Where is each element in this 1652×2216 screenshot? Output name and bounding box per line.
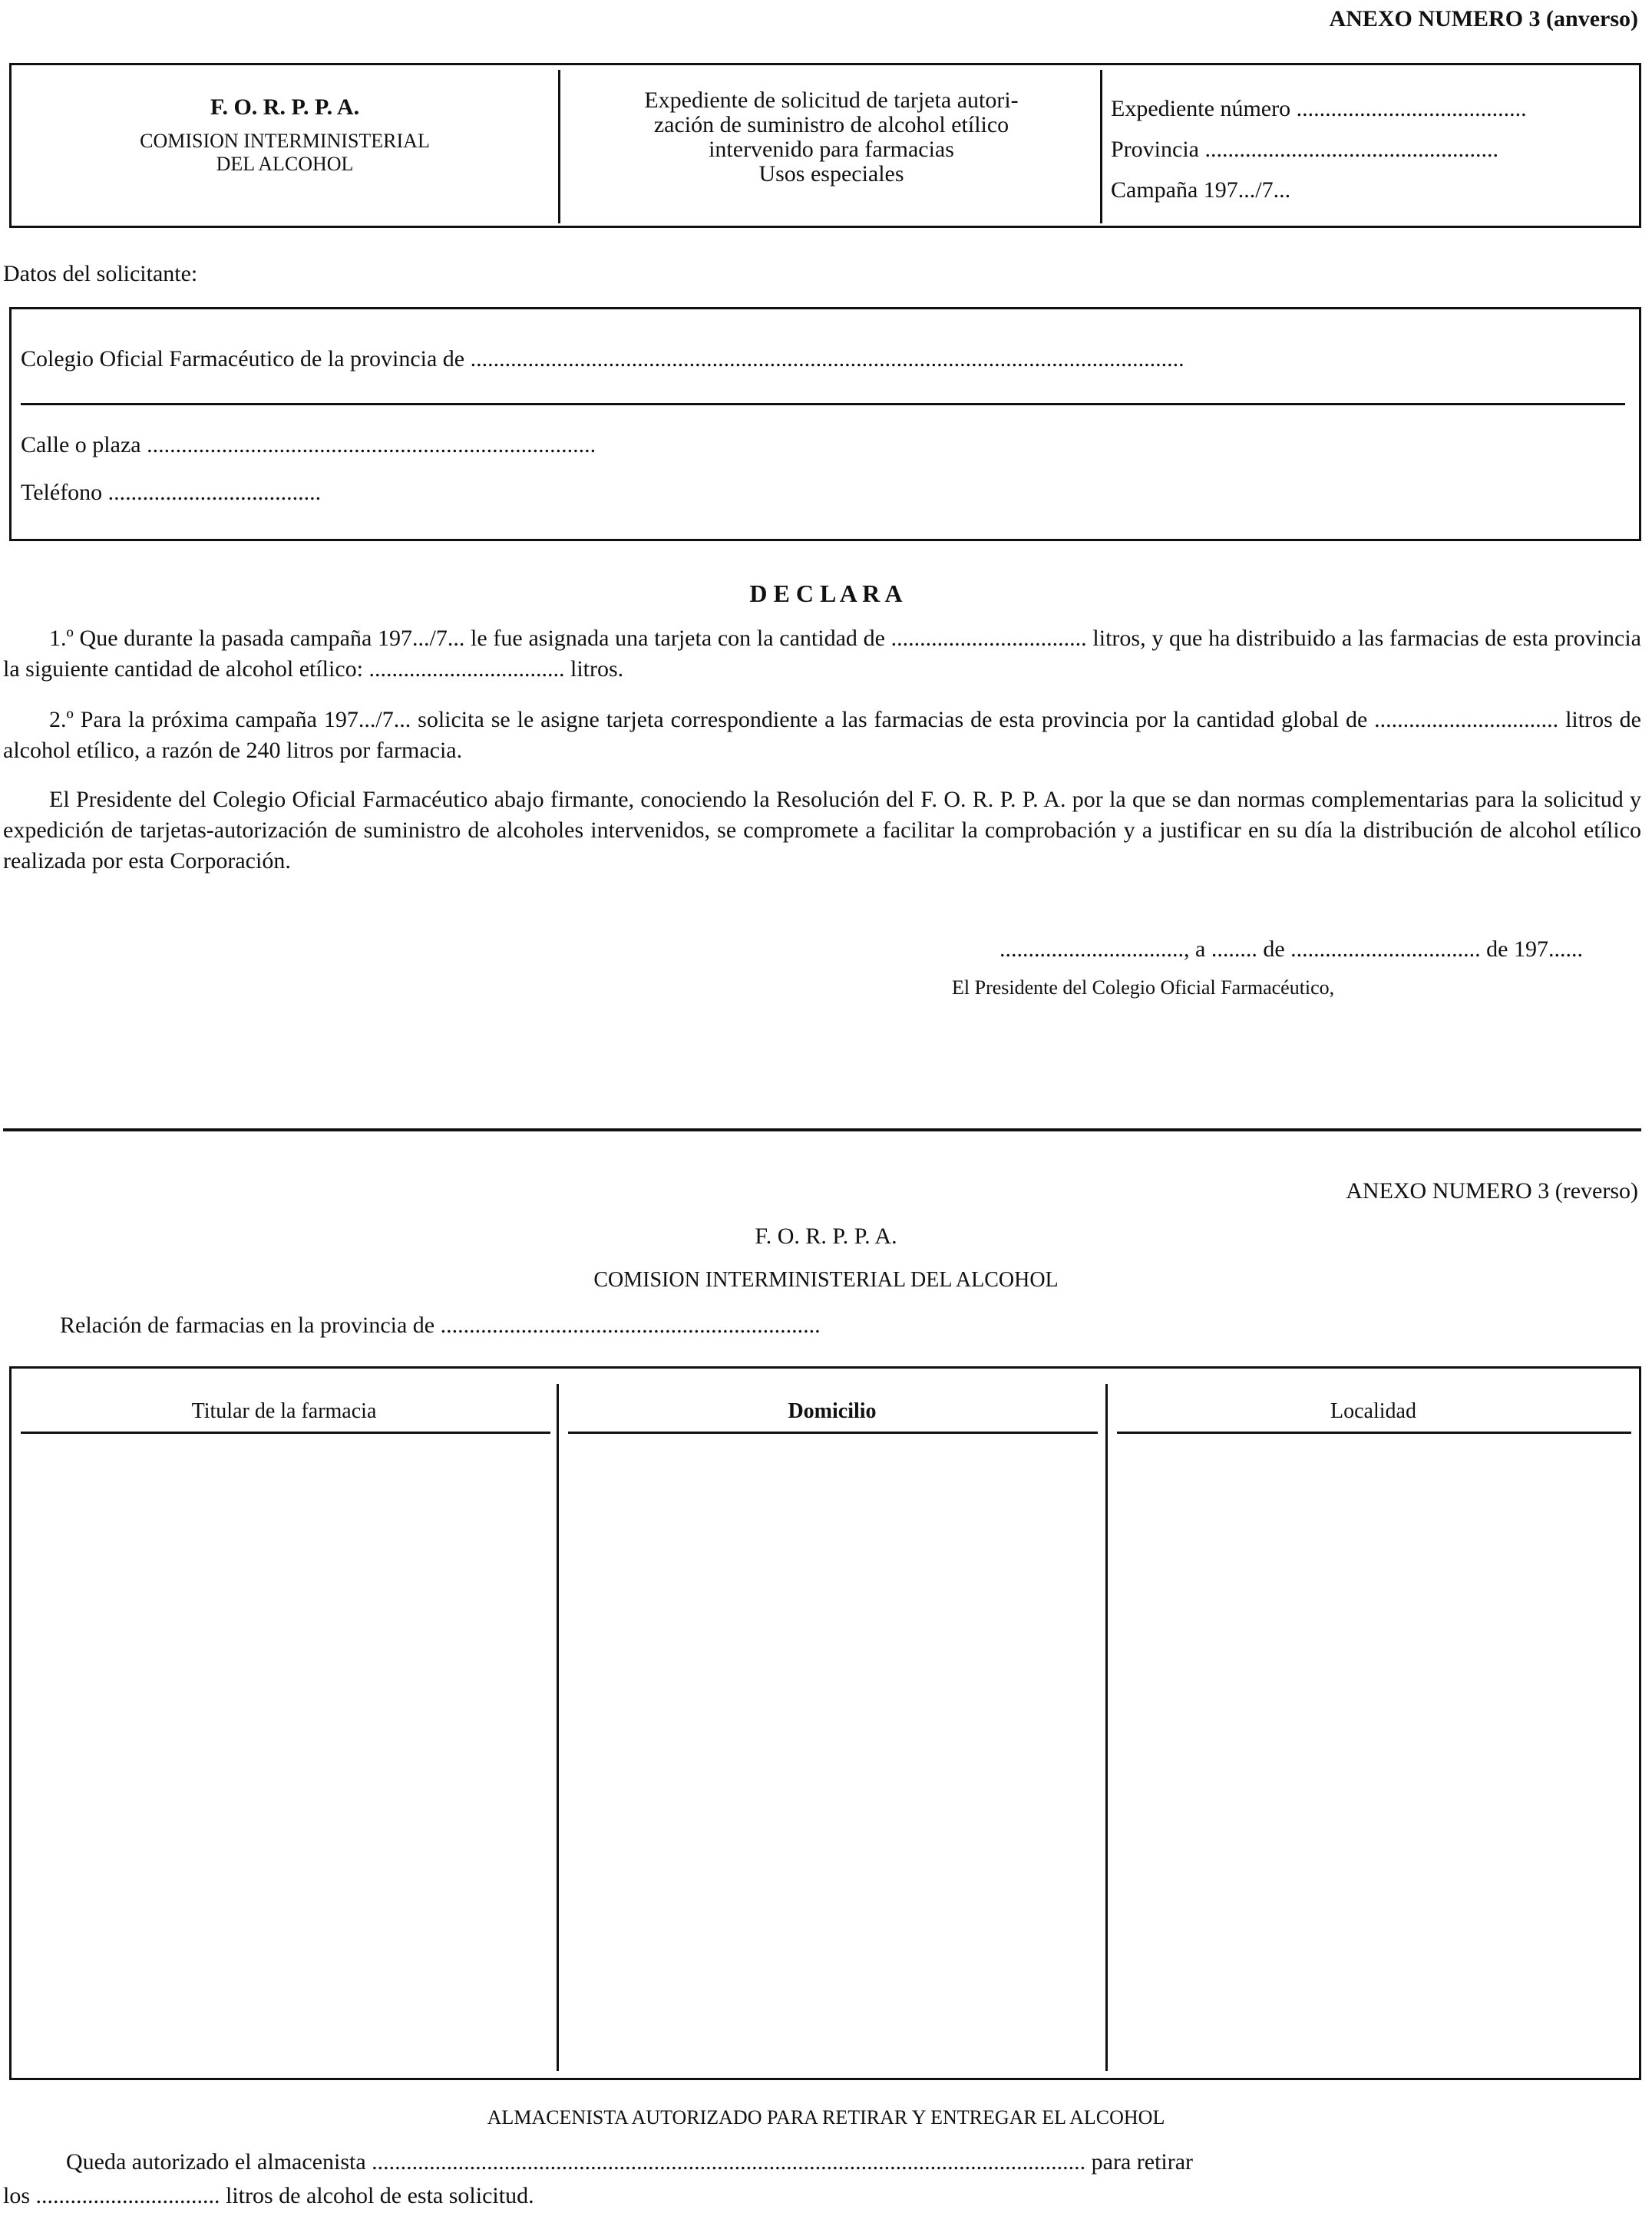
column-header-domicilio: Domicilio: [788, 1399, 877, 1423]
header-title-line-3: intervenido para farmacias: [709, 137, 954, 162]
declara-paragraph-1: 1.º Que durante la pasada campaña 197.../7... le fue asignada una tarjeta con la cantidad de .................................. litros, y que ha distribuido a las farmacias de esta provincia la siguiente cantidad de alcohol etílico: .................................. litros.: [3, 626, 1641, 682]
header-title-block: [563, 88, 1100, 187]
declara-title: D E C L A R A: [749, 580, 903, 607]
header-fields: [1111, 88, 1633, 210]
date-line: ................................, a ........ de ................................. de 197......: [999, 936, 1583, 962]
applicant-rule: [21, 403, 1625, 405]
field-telefono: Teléfono .....................................: [21, 480, 322, 505]
queda-line-2: los ................................ litros de alcohol de esta solicitud.: [3, 2183, 534, 2208]
header-divider-1: [558, 70, 560, 223]
header-org: F. O. R. P. P. A.: [210, 94, 360, 120]
column-header-localidad: Localidad: [1330, 1399, 1416, 1423]
column-divider-1: [557, 1384, 559, 2071]
field-calle: Calle o plaza ..............................................................................: [21, 432, 596, 457]
applicant-heading: Datos del solicitante:: [3, 261, 198, 286]
column-rule-domicilio: [568, 1432, 1098, 1434]
field-provincia: Provincia ...................................................: [1111, 137, 1498, 162]
annex-label-reverso: ANEXO NUMERO 3 (reverso): [1346, 1178, 1638, 1204]
signature-label: El Presidente del Colegio Oficial Farmacéutico,: [952, 976, 1335, 999]
header-title-line-4: Usos especiales: [758, 161, 904, 187]
pharmacy-table: [9, 1366, 1641, 2080]
header-commission-2: DEL ALCOHOL: [216, 153, 354, 175]
relacion-line: Relación de farmacias en la provincia de ..................................................................: [60, 1313, 821, 1338]
reverso-org: F. O. R. P. P. A.: [755, 1224, 897, 1249]
header-box: [9, 63, 1641, 228]
applicant-box: [9, 307, 1641, 541]
field-expediente: Expediente número ........................................: [1111, 96, 1527, 121]
queda-line-1: Queda autorizado el almacenista ............................................................................................................................ para retirar: [66, 2149, 1194, 2175]
header-org-block: [12, 94, 558, 176]
header-title-line-1: Expediente de solicitud de tarjeta autori-: [644, 88, 1019, 113]
column-rule-titular: [21, 1432, 550, 1434]
annex-label-anverso: ANEXO NUMERO 3 (anverso): [1329, 6, 1638, 31]
header-divider-2: [1100, 70, 1102, 223]
almacenista-title: ALMACENISTA AUTORIZADO PARA RETIRAR Y ENTREGAR EL ALCOHOL: [487, 2106, 1165, 2128]
page-separator: [3, 1128, 1641, 1131]
reverso-commission: COMISION INTERMINISTERIAL DEL ALCOHOL: [593, 1268, 1059, 1292]
declara-paragraph-3: El Presidente del Colegio Oficial Farmacéutico abajo firmante, conociendo la Resolución del F. O. R. P. P. A. por la que se dan normas complementarias para la solicitud y expedición de tarjetas-autorización de suministro de alcoholes intervenidos, se compromete a facilitar la comprobación y a justificar en su día la distribución de alcohol etílico realizada por esta Corporación.: [3, 787, 1641, 874]
column-rule-localidad: [1117, 1432, 1631, 1434]
field-colegio: Colegio Oficial Farmacéutico de la provincia de ............................................................................................................................: [21, 346, 1184, 372]
declara-paragraph-2: 2.º Para la próxima campaña 197.../7... solicita se le asigne tarjeta correspondiente a las farmacias de esta provincia por la cantidad global de ................................ litros de alcohol etílico, a razón de 240 litros por farmacia.: [3, 707, 1641, 763]
column-divider-2: [1105, 1384, 1108, 2071]
header-commission-1: COMISION INTERMINISTERIAL: [140, 130, 430, 152]
column-header-titular: Titular de la farmacia: [191, 1399, 377, 1423]
header-title-line-2: zación de suministro de alcohol etílico: [653, 112, 1009, 137]
field-campana: Campaña 197.../7...: [1111, 177, 1291, 203]
